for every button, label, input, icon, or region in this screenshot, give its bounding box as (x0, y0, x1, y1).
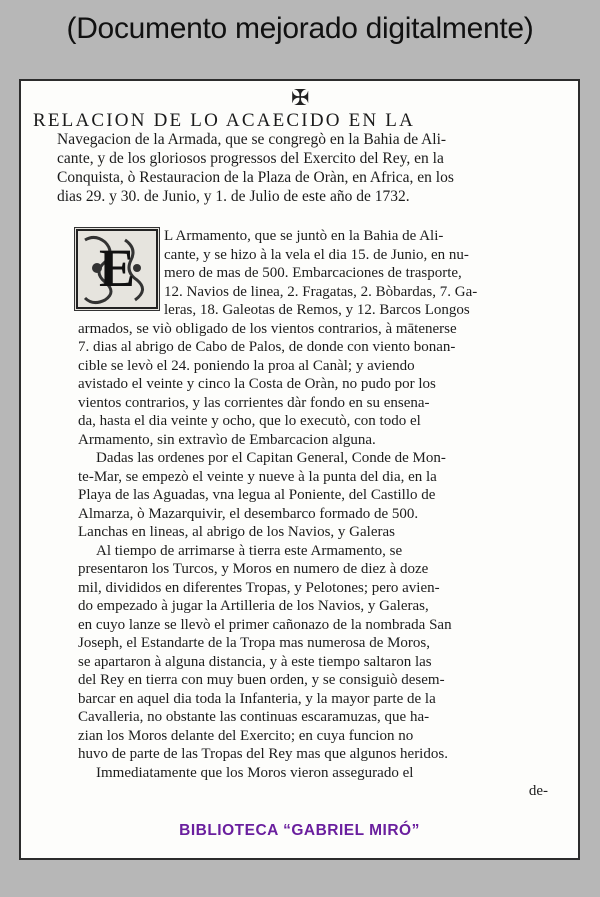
body-line: cante, y se hizo à la vela el dia 15. de Junio, en nu- (164, 246, 469, 263)
body-line: do empezado à jugar la Artilleria de los Navios, y Galeras, (78, 598, 429, 614)
body-line: Dadas las ordenes por el Capitan General, Conde de Mon- (96, 450, 446, 466)
body-line: armados, se viò obligado de los vientos contrarios, à mātenerse (78, 320, 457, 337)
body-line: cible se levò el 24. poniendo la proa al Canàl; y aviendo (78, 357, 415, 374)
library-credit: BIBLIOTECA “GABRIEL MIRÓ” (179, 822, 420, 839)
body-line: avistado el veinte y cinco la Costa de Oràn, no pudo por los (78, 376, 436, 392)
body-line: 7. dias al abrigo de Cabo de Palos, de donde con viento bonan- (78, 339, 456, 355)
body-line: mil, divididos en diferentes Tropas, y Pelotones; pero avien- (78, 579, 440, 596)
body-line: huvo de parte de las Tropas del Rey mas que algunos heridos. (78, 746, 448, 762)
body-line: mero de mas de 500. Embarcaciones de trasporte, (164, 265, 462, 281)
body-line: 12. Navios de linea, 2. Fragatas, 2. Bòbardas, 7. Ga- (164, 283, 478, 300)
body-line: en cuyo lanze se llevò el primer cañonazo de la nombrada San (78, 616, 452, 633)
title-caps: RELACION DE LO ACAECIDO EN LA (33, 110, 416, 131)
document-title (33, 111, 568, 206)
title-line: Conquista, ò Restauracion de la Plaza de Oràn, en Africa, en los (57, 169, 454, 186)
body-line: leras, 18. Galeotas de Remos, y 12. Barcos Longos (164, 302, 470, 318)
body-line: vientos contrarios, y las corrientes dàr fondo en su ensena- (78, 394, 430, 411)
body-line: Cavalleria, no obstante las continuas escaramuzas, que ha- (78, 709, 430, 725)
body-line: da, hasta el dia veinte y ocho, que lo executò, con todo el (78, 413, 421, 429)
catchword: de- (528, 783, 548, 799)
cross-ornament-icon: ✠ (291, 85, 310, 110)
body-line: del Rey en tierra con muy buen orden, y se consiguiò desem- (78, 672, 445, 688)
body-line: Almarza, ò Mazarquivir, el desembarco formado de 500. (78, 505, 419, 522)
body-line: barcar en aquel dia toda la Infanteria, y la mayor parte de la (78, 690, 436, 707)
body-line: Al tiempo de arrimarse à tierra este Armamento, se (96, 542, 403, 559)
title-line: Navegacion de la Armada, que se congregò en la Bahia de Ali- (57, 131, 447, 148)
title-line: dias 29. y 30. de Junio, y 1. de Julio de este año de 1732. (57, 188, 410, 205)
body-line: Lanchas en lineas, al abrigo de los Navios, y Galeras (78, 524, 395, 540)
title-line: cante, y de los gloriosos progressos del Exercito del Rey, en la (57, 150, 444, 167)
body-line: zian los Moros delante del Exercito; en cuya funcion no (78, 727, 414, 744)
body-line: presentaron los Turcos, y Moros en numero de diez à doze (78, 561, 429, 577)
drop-cap-letter: E (98, 238, 136, 298)
enhancement-banner: (Documento mejorado digitalmente) (66, 12, 534, 45)
body-line: Joseph, el Estandarte de la Tropa mas numerosa de Moros, (78, 635, 431, 651)
document-body (78, 227, 566, 801)
body-line: L Armamento, que se juntò en la Bahia de Ali- (164, 228, 444, 244)
document-page (19, 79, 580, 860)
body-line: Playa de las Aguadas, vna legua al Poniente, del Castillo de (78, 487, 436, 503)
body-line: te-Mar, se empezò el veinte y nueve à la punta del dia, en la (78, 468, 437, 485)
body-line: se apartaron à alguna distancia, y à este tiempo saltaron las (78, 653, 432, 670)
body-line: Immediatamente que los Moros vieron assegurado el (96, 764, 414, 781)
body-line: Armamento, sin extravìo de Embarcacion alguna. (78, 431, 376, 448)
